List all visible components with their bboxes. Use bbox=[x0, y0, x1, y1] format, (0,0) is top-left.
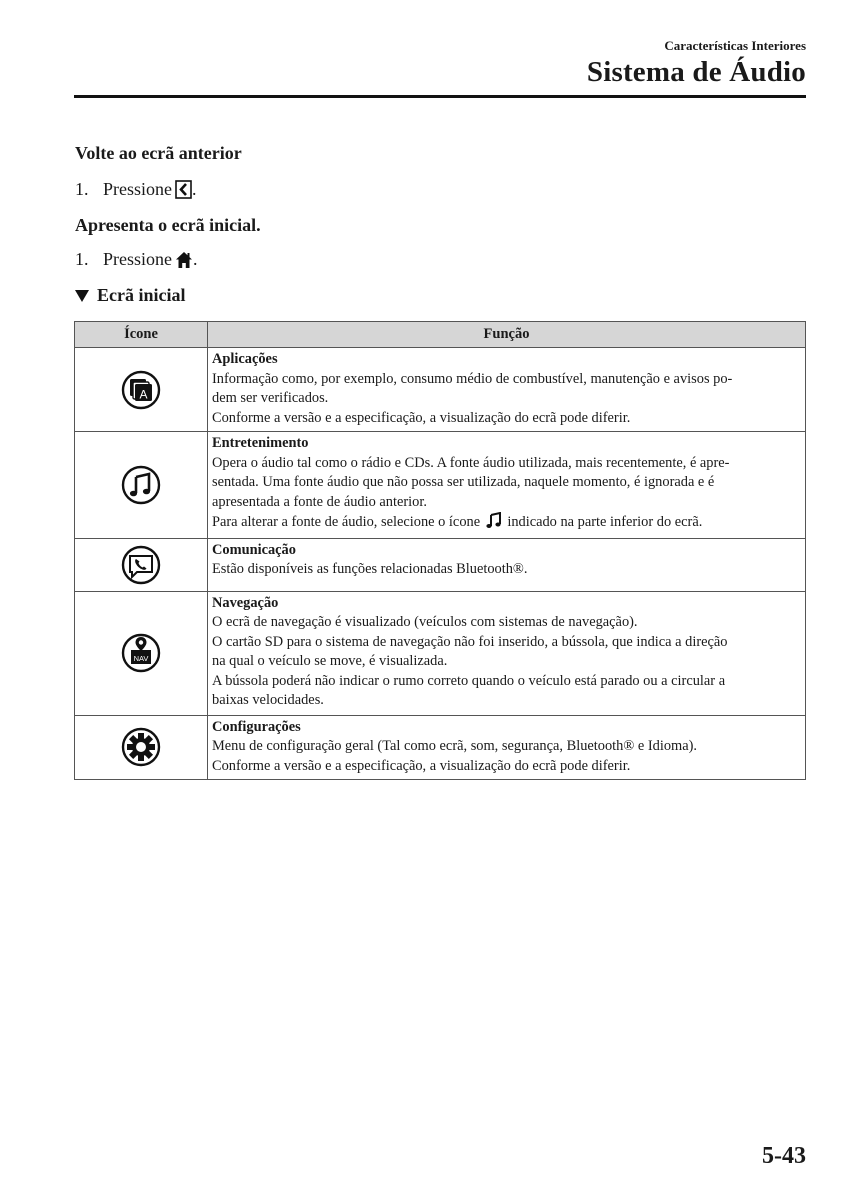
svg-text:A: A bbox=[139, 387, 148, 401]
back-step bbox=[75, 179, 197, 200]
icon-cell bbox=[75, 432, 208, 539]
icon-function-table bbox=[74, 321, 806, 780]
section-title: Ecrã inicial bbox=[97, 285, 186, 305]
function-cell bbox=[208, 715, 806, 780]
navigation-icon bbox=[75, 633, 207, 673]
row-line: Opera o áudio tal como o rádio e CDs. A fonte áudio utilizada, mais recentemente, é apre- bbox=[212, 454, 730, 471]
row-line: baixas velocidades. bbox=[212, 692, 324, 708]
table-row bbox=[75, 591, 806, 715]
row-line bbox=[212, 512, 799, 535]
column-header-function: Função bbox=[208, 322, 806, 348]
icon-cell bbox=[75, 715, 208, 780]
row-line: Conforme a versão e a especificação, a visualização do ecrã pode diferir. bbox=[212, 409, 631, 426]
section-header: Características Interiores bbox=[664, 38, 806, 53]
page-title: Sistema de Áudio bbox=[586, 56, 806, 88]
function-cell bbox=[208, 348, 806, 432]
home-icon bbox=[175, 251, 193, 269]
row-title: Navegação bbox=[212, 594, 279, 611]
step-end: . bbox=[193, 249, 198, 269]
section-heading bbox=[75, 285, 186, 306]
function-cell bbox=[208, 432, 806, 539]
row-line: O cartão SD para o sistema de navegação não foi inserido, a bússola, que indica a direção bbox=[212, 633, 728, 650]
music-note-icon bbox=[75, 465, 207, 505]
table-row bbox=[75, 432, 806, 539]
row-title: Configurações bbox=[212, 718, 301, 735]
table-header-row bbox=[75, 322, 806, 348]
row-line: na qual o veículo se move, é visualizada. bbox=[212, 653, 448, 669]
column-header-icon: Ícone bbox=[75, 322, 208, 348]
icon-cell bbox=[75, 591, 208, 715]
row-line: sentada. Uma fonte áudio que não possa ser utilizada, naquele momento, é ignorada e é bbox=[212, 474, 715, 490]
row-title: Entretenimento bbox=[212, 435, 309, 451]
table-row bbox=[75, 715, 806, 780]
row-line: Conforme a versão e a especificação, a visualização do ecrã pode diferir. bbox=[212, 757, 631, 774]
step-end: . bbox=[192, 179, 197, 199]
row-line: apresentada a fonte de áudio anterior. bbox=[212, 493, 427, 510]
row-line: Estão disponíveis as funções relacionadas Bluetooth®. bbox=[212, 561, 528, 577]
row-line: A bússola poderá não indicar o rumo correto quando o veículo está parado ou a circular a bbox=[212, 672, 726, 689]
row-line: Menu de configuração geral (Tal como ecrã, som, segurança, Bluetooth® e Idioma). bbox=[212, 738, 698, 754]
header-divider bbox=[74, 95, 806, 98]
phone-chat-icon bbox=[75, 545, 207, 585]
row-title: Comunicação bbox=[212, 541, 296, 558]
page-number: 5-43 bbox=[762, 1143, 806, 1169]
row-line: Informação como, por exemplo, consumo médio de combustível, manutenção e avisos po- bbox=[212, 370, 733, 387]
row-title: Aplicações bbox=[212, 351, 278, 367]
function-cell bbox=[208, 538, 806, 591]
step-text: Pressione bbox=[103, 249, 172, 269]
music-note-icon bbox=[486, 512, 502, 535]
gear-icon bbox=[75, 727, 207, 767]
back-chevron-icon bbox=[175, 180, 192, 199]
applications-icon bbox=[75, 370, 207, 410]
step-number: 1. bbox=[75, 179, 89, 199]
triangle-bullet-icon bbox=[75, 290, 89, 302]
icon-cell bbox=[75, 538, 208, 591]
icon-cell bbox=[75, 348, 208, 432]
svg-text:NAV: NAV bbox=[133, 654, 149, 663]
row-line-part: indicado na parte inferior do ecrã. bbox=[507, 514, 703, 530]
back-heading: Volte ao ecrã anterior bbox=[75, 143, 242, 163]
table-row bbox=[75, 348, 806, 432]
row-line-part: Para alterar a fonte de áudio, selecione o ícone bbox=[212, 514, 481, 530]
row-line: O ecrã de navegação é visualizado (veículos com sistemas de navegação). bbox=[212, 614, 638, 630]
row-line: dem ser verificados. bbox=[212, 390, 329, 406]
function-cell bbox=[208, 591, 806, 715]
step-number: 1. bbox=[75, 249, 89, 269]
home-step bbox=[75, 249, 198, 270]
table-row bbox=[75, 538, 806, 591]
home-heading: Apresenta o ecrã inicial. bbox=[75, 215, 261, 235]
step-text: Pressione bbox=[103, 179, 172, 199]
